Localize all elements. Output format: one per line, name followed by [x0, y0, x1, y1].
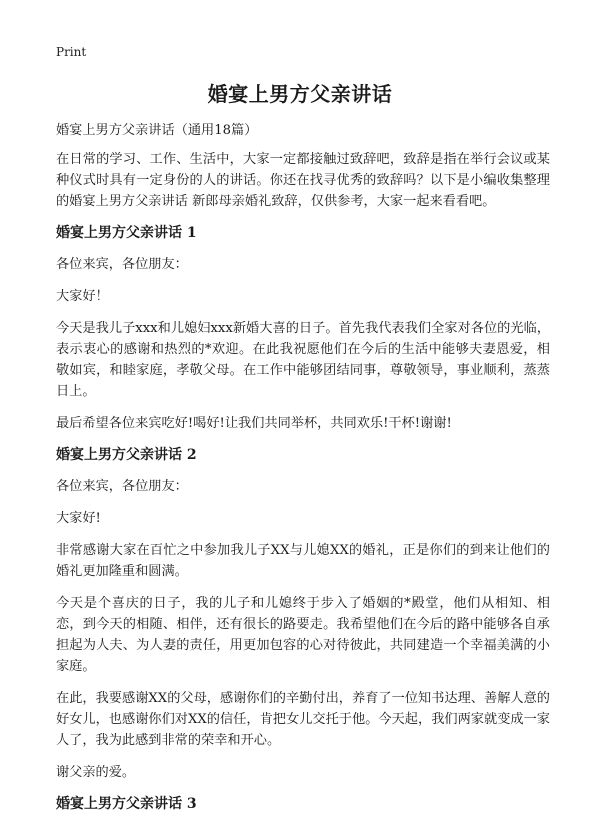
paragraph: 各位来宾，各位朋友： [56, 479, 188, 494]
article-body [56, 120, 550, 825]
print-link[interactable]: Print [56, 45, 87, 59]
paragraph: 各位来宾，各位朋友： [56, 257, 188, 272]
paragraph: 最后希望各位来宾吃好!喝好!让我们共同举杯，共同欢乐!干杯!谢谢! [56, 416, 452, 431]
article-subtitle: 婚宴上男方父亲讲话（通用18篇） [56, 123, 258, 138]
paragraph: 今天是我儿子xxx和儿媳妇xxx新婚大喜的日子。首先我代表我们全家对各位的光临，表示衷心的感谢和热烈的*欢迎。在此我祝愿他们在今后的生活中能够夫妻恩爱，相敬如宾，和睦家庭，孝敬父母。在工作中能够团结同事，尊敬领导，事业顺利，蒸蒸日上。 [56, 321, 550, 399]
section-heading-3: 婚宴上男方父亲讲话 3 [56, 796, 197, 812]
paragraph: 非常感谢大家在百忙之中参加我儿子XX与儿媳XX的婚礼，正是你们的到来让他们的婚礼更加隆重和圆满。 [56, 543, 550, 579]
page-title: 婚宴上男方父亲讲话 [207, 82, 393, 106]
paragraph: 大家好！ [56, 289, 109, 304]
section-heading-1: 婚宴上男方父亲讲话 1 [56, 225, 197, 241]
paragraph: 大家好! [56, 511, 101, 526]
intro-paragraph: 在日常的学习、工作、生活中，大家一定都接触过致辞吧，致辞是指在举行会议或某种仪式时具有一定身份的人的讲话。你还在找寻优秀的致辞吗？以下是小编收集整理的婚宴上男方父亲讲话 新郎母亲婚礼致辞，仅供参考，大家一起来看看吧。 [56, 152, 550, 209]
paragraph: 谢父亲的爱。 [56, 765, 136, 780]
section-heading-2: 婚宴上男方父亲讲话 2 [56, 447, 197, 463]
paragraph: 在此，我要感谢XX的父母，感谢你们的辛勤付出，养育了一位知书达理、善解人意的好女儿，也感谢你们对XX的信任，肯把女儿交托于他。今天起，我们两家就变成一家人了，我为此感到非常的荣幸和开心。 [56, 691, 550, 748]
paragraph: 今天是个喜庆的日子，我的儿子和儿媳终于步入了婚姻的*殿堂，他们从相知、相恋，到今天的相随、相伴，还有很长的路要走。我希望他们在今后的路中能够各自承担起为人夫、为人妻的责任，用更加包容的心对待彼此，共同建造一个幸福美满的小家庭。 [56, 596, 550, 674]
